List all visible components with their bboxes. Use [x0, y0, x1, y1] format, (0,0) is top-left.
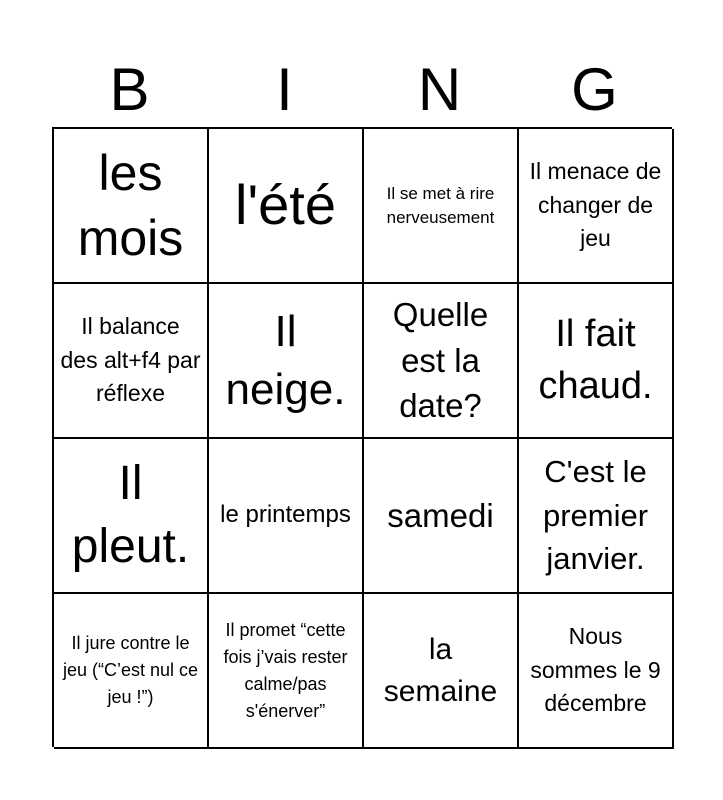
- header-letter-b: B: [109, 56, 150, 123]
- bingo-cell[interactable]: la semaine: [364, 594, 519, 749]
- bingo-board: [52, 127, 672, 747]
- header-letter-i: I: [276, 56, 293, 123]
- bingo-cell[interactable]: Il pleut.: [54, 439, 209, 594]
- bingo-cell[interactable]: samedi: [364, 439, 519, 594]
- bingo-cell[interactable]: Il fait chaud.: [519, 284, 674, 439]
- bingo-cell[interactable]: Il balance des alt+f4 par réflexe: [54, 284, 209, 439]
- bingo-cell[interactable]: le printemps: [209, 439, 364, 594]
- bingo-cell[interactable]: Il jure contre le jeu (“C’est nul ce jeu !”): [54, 594, 209, 749]
- header-letter-g: G: [571, 56, 618, 123]
- bingo-cell[interactable]: C'est le premier janvier.: [519, 439, 674, 594]
- bingo-cell[interactable]: Il promet “cette fois j’vais rester calme/pas s'énerver”: [209, 594, 364, 749]
- bingo-cell[interactable]: Quelle est la date?: [364, 284, 519, 439]
- bingo-cell[interactable]: Il neige.: [209, 284, 364, 439]
- header-letter-n: N: [417, 56, 462, 123]
- bingo-cell[interactable]: les mois: [54, 129, 209, 284]
- bingo-cell[interactable]: Il menace de changer de jeu: [519, 129, 674, 284]
- bingo-cell[interactable]: Il se met à rire nerveusement: [364, 129, 519, 284]
- bingo-cell[interactable]: Nous sommes le 9 décembre: [519, 594, 674, 749]
- bingo-cell[interactable]: l'été: [209, 129, 364, 284]
- bingo-header: [52, 52, 672, 128]
